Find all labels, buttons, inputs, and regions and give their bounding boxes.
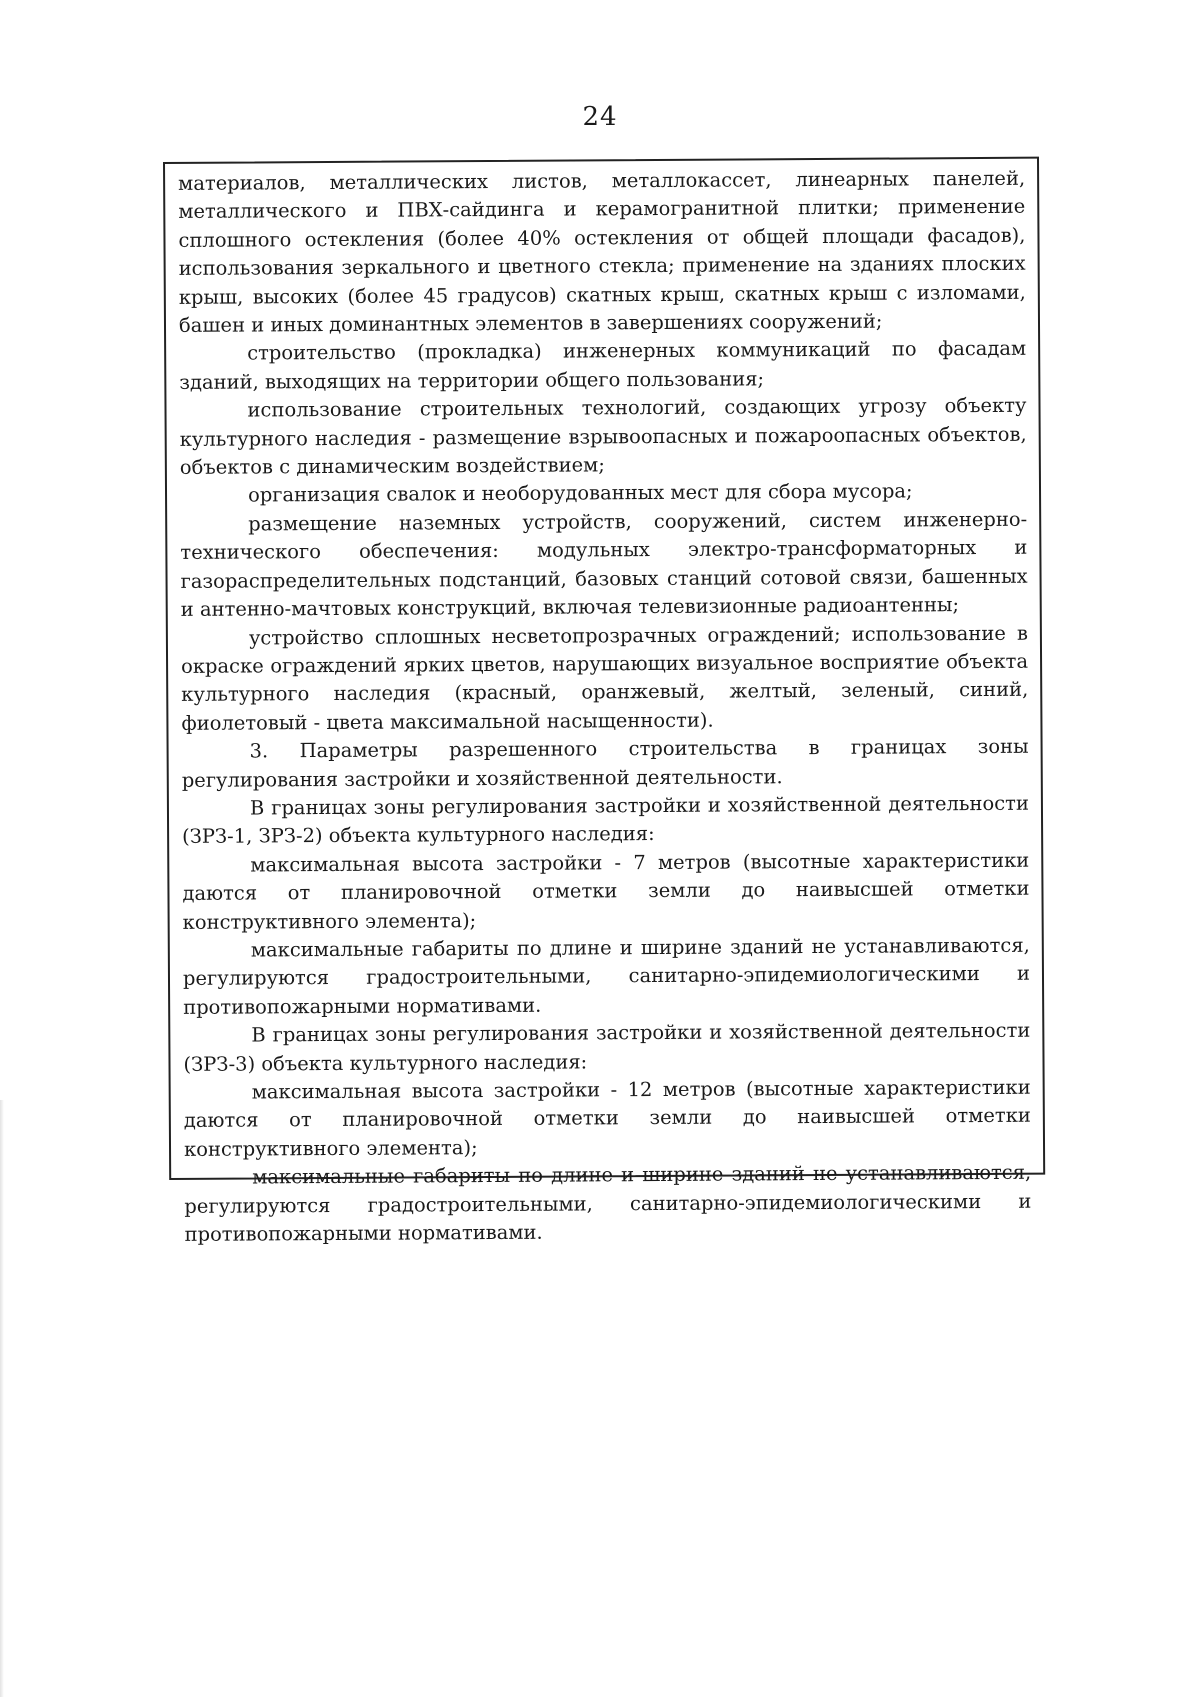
paragraph-zrz-1-2-height: максимальная высота застройки - 7 метров (высотные характеристики даются от планировочной отметки земли до наивысшей отметки конструктивного элемента); [182,848,1030,934]
paragraph-ground-devices: размещение наземных устройств, сооружений, систем инженерно-технического обеспечения: модульных электро-трансформаторных и газораспределительных подстанций, базовых станций сотовой связи, башенных и антенно-мачтовых конструкций, включая телевизионные радиоантенны; [180,507,1028,621]
paragraph-fences: устройство сплошных несветопрозрачных ограждений; использование в окраске ограждений ярких цветов, нарушающих визуальное восприятие объекта культурного наследия (красный, оранжевый, желтый, зеленый, синий, фиолетовый - цвета максимальной насыщенности). [181,621,1029,735]
paragraph-utility-lines: строительство (прокладка) инженерных коммуникаций по фасадам зданий, выходящих на территории общего пользования; [179,337,1027,394]
scan-edge-shadow [0,1100,4,1697]
paragraph-section-3-heading: 3. Параметры разрешенного строительства в границах зоны регулирования застройки и хозяйственной деятельности. [181,734,1029,792]
text-frame [163,157,1045,1246]
paragraph-zrz-3-height: максимальная высота застройки - 12 метров (высотные характеристики даются от планировочной отметки земли до наивысшей отметки конструктивного элемента); [183,1075,1031,1161]
paragraph-zrz-3-dimensions: максимальные габариты по длине и ширине зданий не устанавливаются, регулируются градостроительными, санитарно-эпидемиологическими и противопожарными нормативами. [184,1160,1032,1246]
paragraph-materials-continuation: материалов, металлических листов, металлокассет, линеарных панелей, металлического и ПВХ-сайдинга и керамогранитной плитки; применение сплошного остекления (более 40% остекления от общей площади фасадов), использования зеркального и цветного стекла; применение на зданиях плоских крыш, высоких (более 45 градусов) скатных крыш, скатных крыш с изломами, башен и иных доминантных элементов в завершениях сооружений; [178,166,1026,337]
paragraph-zrz-1-2-intro: В границах зоны регулирования застройки и хозяйственной деятельности (ЗРЗ-1, ЗРЗ-2) объекта культурного наследия: [182,791,1030,849]
paragraph-zrz-3-intro: В границах зоны регулирования застройки и хозяйственной деятельности (ЗРЗ-3) объекта культурного наследия: [183,1018,1031,1076]
paragraph-zrz-1-2-dimensions: максимальные габариты по длине и ширине зданий не устанавливаются, регулируются градостроительными, санитарно-эпидемиологическими и противопожарными нормативами. [182,933,1031,1019]
paragraph-dumps: организация свалок и необорудованных мест для сбора мусора; [247,479,913,507]
page-number: 24 [582,102,618,132]
paragraph-hazardous-technologies: использование строительных технологий, создающих угрозу объекту культурного наследия - размещение взрывоопасных и пожароопасных объектов, объектов с динамическим воздействием; [179,393,1027,479]
